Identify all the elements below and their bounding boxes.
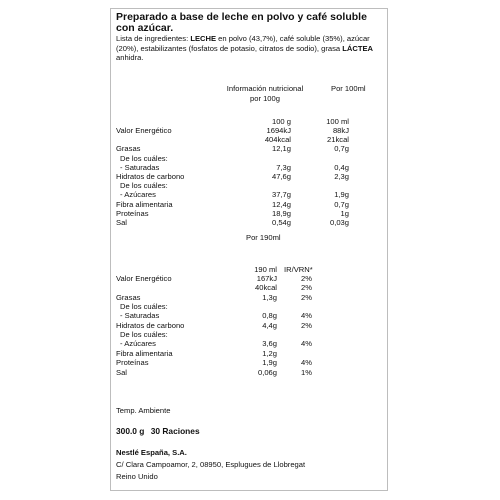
table2-row-value1: 1,3g (262, 292, 277, 302)
table1-row-value2: 2,3g (334, 172, 349, 181)
table2-row-label: Proteínas (116, 358, 149, 368)
table2-row-value1: 167kJ (256, 274, 277, 283)
table1-row-label: Hidratos de carbono (116, 172, 185, 181)
table1-row-label: De los cuáles: (120, 153, 168, 163)
table2-row-value1: 40kcal (255, 283, 277, 293)
table1-row-label: - Azúcares (120, 190, 156, 200)
table2-row-value1: 0,8g (262, 311, 277, 321)
table1-header-col2: Por 100ml (331, 84, 366, 93)
table2-row-value2: 4% (301, 358, 312, 368)
table1-row-value2: 1,9g (334, 190, 349, 200)
table2-row-label: Hidratos de carbono (116, 320, 185, 330)
table2-row-label: Grasas (116, 292, 141, 302)
table1-row-value2: 88kJ (332, 126, 349, 135)
table1-row-label: Proteínas (116, 208, 149, 218)
portions-count: 30 Raciones (150, 426, 200, 436)
table2-row-value2: 4% (301, 339, 312, 349)
table1-row-value2: 1g (340, 208, 349, 218)
storage-text: Temp. Ambiente (116, 406, 171, 415)
table1-row-label: Fibra alimentaria (116, 199, 173, 209)
table1-row-value1: 12,1g (271, 144, 291, 154)
table2-row-label: De los cuáles: (120, 330, 168, 340)
table2-row-value2: 2% (301, 274, 312, 283)
product-title: Preparado a base de leche en polvo y café soluble con azúcar. (116, 11, 367, 34)
table2-row-label: De los cuáles: (120, 302, 168, 312)
table1-row-value1: 47,6g (271, 172, 291, 181)
table1-row-value1: 404kcal (264, 135, 291, 145)
table1-row-value2: 0,7g (334, 144, 349, 154)
table1-row-value1: 1694kJ (266, 126, 291, 135)
table2-row-value2: 2% (301, 292, 312, 302)
company-address: C/ Clara Campoamor, 2, 08950, Esplugues de Llobregat (116, 460, 306, 469)
table2-row-value2: 2% (301, 283, 312, 293)
weight-portions (116, 426, 200, 436)
ingredient-allergen-leche: LECHE (190, 34, 217, 43)
table2-row-value2: 2% (301, 320, 312, 330)
table2-row-value1: 1,9g (262, 358, 277, 368)
table1-row-label: Grasas (116, 144, 141, 154)
table1-header-col1-line2: por 100g (250, 93, 280, 103)
table1-subheader-col2: 100 ml (326, 117, 349, 126)
table2-subheader-col2: IR/VRN* (284, 265, 313, 274)
ingredients-suffix: anhidra. (116, 53, 144, 63)
table2-row-value1: 4,4g (262, 320, 277, 330)
table2-subheader-col1: 190 ml (254, 265, 277, 274)
table2-row-value2: 1% (301, 367, 312, 377)
table1-row-value2: 0,03g (329, 218, 349, 227)
label-frame (110, 8, 388, 491)
net-weight: 300.0 g (116, 426, 145, 436)
table1-row-value1: 7,3g (276, 162, 291, 172)
table2-row-value2: 4% (301, 311, 312, 321)
table1-row-label: De los cuáles: (120, 181, 168, 191)
table2-row-value1: 0,06g (257, 367, 277, 377)
table2-row-label: Valor Energético (116, 274, 172, 283)
table1-header-col1 (222, 84, 308, 103)
table2-row-label: - Azúcares (120, 339, 156, 349)
table1-header-col1-line1: Información nutricional (226, 84, 304, 93)
ingredients-middle: en polvo (43,7%), café soluble (35%), azúcar (20%), estabilizantes (fosfatos de potasio, citratos de sodio), grasa (116, 34, 370, 53)
company-country: Reino Unido (116, 472, 158, 481)
table2-row-label: Fibra alimentaria (116, 348, 173, 358)
ingredients-prefix: Lista de ingredientes: (116, 34, 191, 43)
table1-row-label: Valor Energético (116, 126, 172, 135)
ingredient-allergen-lactea: LÁCTEA (342, 43, 374, 53)
table2-row-value1: 1,2g (262, 348, 277, 358)
table1-row-label: Sal (116, 218, 127, 227)
table1-row-label: - Saturadas (120, 162, 160, 172)
company-name: Nestlé España, S.A. (116, 448, 187, 457)
table1-row-value1: 0,54g (271, 218, 291, 227)
table2-row-label: - Saturadas (120, 311, 160, 321)
table1-row-value1: 18,9g (271, 208, 291, 218)
table2-header: Por 190ml (246, 233, 281, 242)
table1-row-value1: 12,4g (271, 199, 291, 209)
table2-row-value1: 3,6g (262, 339, 277, 349)
table1-row-value2: 0,7g (334, 199, 349, 209)
table1-subheader-col1: 100 g (271, 117, 291, 126)
table1-row-value2: 0,4g (334, 162, 349, 172)
ingredients-list (116, 34, 378, 63)
table1-row-value1: 37,7g (271, 190, 291, 200)
table2-row-label: Sal (116, 367, 127, 377)
table1-row-value2: 21kcal (327, 135, 349, 145)
